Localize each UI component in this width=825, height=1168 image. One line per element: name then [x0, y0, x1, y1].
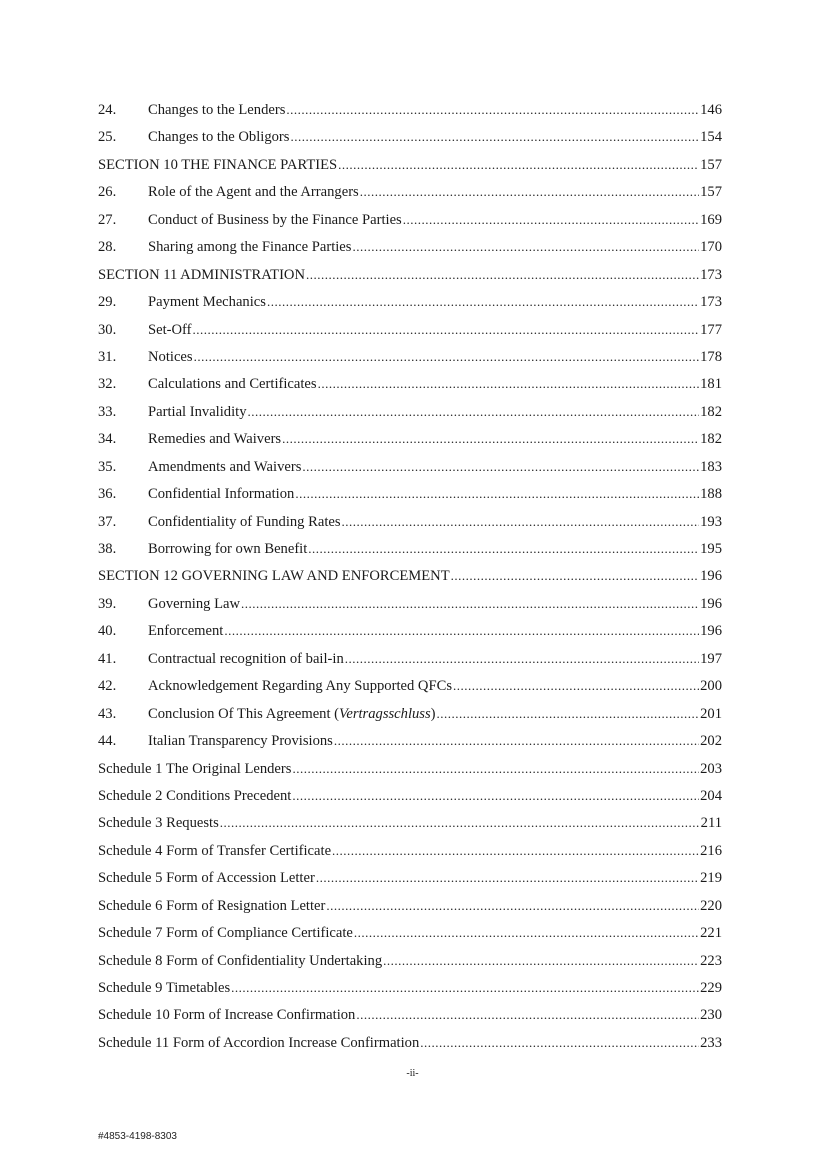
- toc-entry-page: 173: [700, 294, 722, 311]
- toc-entry-page: 182: [700, 431, 722, 448]
- toc-entry[interactable]: [98, 782, 722, 809]
- toc-entry[interactable]: [98, 727, 722, 754]
- toc-entry-title-part: ): [430, 705, 436, 722]
- toc-entry-number: 39.: [98, 595, 117, 612]
- toc-entry[interactable]: [98, 453, 722, 480]
- toc-entry-page: 182: [700, 403, 722, 420]
- table-of-contents: [98, 96, 722, 1056]
- toc-entry-title: Schedule 8 Form of Confidentiality Undertaking: [98, 952, 383, 969]
- toc-leader-dots: [282, 425, 699, 453]
- toc-entry-number: 36.: [98, 486, 117, 503]
- toc-entry-page: 202: [700, 733, 722, 750]
- toc-entry[interactable]: [98, 233, 722, 260]
- document-reference: #4853-4198-8303: [98, 1131, 177, 1142]
- toc-leader-dots: [306, 261, 699, 289]
- toc-entry-title: Acknowledgement Regarding Any Supported QFCs: [148, 678, 453, 695]
- toc-entry-page: 196: [700, 568, 722, 585]
- toc-leader-dots: [453, 672, 699, 700]
- toc-entry-page: 183: [700, 458, 722, 475]
- toc-leader-dots: [383, 947, 699, 975]
- toc-entry-title: Contractual recognition of bail-in: [148, 650, 344, 667]
- toc-entry-number: 37.: [98, 513, 117, 530]
- toc-entry-number: 43.: [98, 705, 117, 722]
- toc-entry[interactable]: [98, 864, 722, 891]
- toc-entry-page: 230: [700, 1007, 722, 1024]
- toc-entry-title: Schedule 7 Form of Compliance Certificate: [98, 925, 353, 942]
- toc-leader-dots: [352, 233, 699, 261]
- toc-entry-number: 29.: [98, 294, 117, 311]
- toc-entry-number: 40.: [98, 623, 117, 640]
- toc-entry-number: 25.: [98, 129, 117, 146]
- toc-leader-dots: [194, 343, 700, 371]
- toc-entry-number: 42.: [98, 678, 117, 695]
- toc-leader-dots: [220, 809, 700, 837]
- toc-entry-number: 38.: [98, 541, 117, 557]
- toc-entry-number: 24.: [98, 102, 117, 118]
- toc-leader-dots: [241, 590, 699, 618]
- toc-entry[interactable]: [98, 178, 722, 205]
- toc-entry-page: 219: [700, 870, 722, 887]
- toc-entry-number: 30.: [98, 321, 117, 338]
- toc-entry[interactable]: [98, 508, 722, 535]
- toc-entry-page: 170: [700, 239, 722, 256]
- toc-entry-page: 221: [700, 925, 722, 942]
- toc-leader-dots: [354, 919, 699, 947]
- toc-entry-title: Schedule 2 Conditions Precedent: [98, 787, 292, 804]
- toc-entry-title: Payment Mechanics: [148, 294, 266, 311]
- toc-entry[interactable]: [98, 316, 722, 343]
- toc-entry-number: 41.: [98, 650, 117, 667]
- toc-leader-dots: [332, 837, 699, 865]
- toc-leader-dots: [356, 1001, 699, 1029]
- toc-leader-dots: [302, 453, 699, 481]
- toc-entry-title: SECTION 10 THE FINANCE PARTIES: [98, 156, 338, 173]
- toc-entry-page: 233: [700, 1034, 722, 1051]
- toc-entry[interactable]: [98, 1001, 722, 1028]
- toc-entry-page: 200: [700, 678, 722, 695]
- toc-entry-title: Schedule 6 Form of Resignation Letter: [98, 897, 326, 914]
- toc-entry-title: Schedule 5 Form of Accession Letter: [98, 870, 315, 887]
- toc-entry-title: Changes to the Lenders: [148, 102, 286, 118]
- toc-entry-number: 26.: [98, 184, 117, 201]
- toc-entry-title: Remedies and Waivers: [148, 431, 282, 448]
- toc-entry[interactable]: [98, 809, 722, 836]
- toc-entry-page: 229: [700, 980, 722, 996]
- toc-entry[interactable]: [98, 974, 722, 1001]
- toc-leader-dots: [292, 782, 699, 810]
- toc-entry[interactable]: [98, 398, 722, 425]
- toc-entry-page: 204: [700, 787, 722, 804]
- toc-entry-page: 201: [700, 705, 722, 722]
- toc-entry[interactable]: [98, 837, 722, 864]
- toc-leader-dots: [338, 151, 699, 179]
- toc-entry-title: Partial Invalidity: [148, 403, 247, 420]
- toc-entry-number: 44.: [98, 733, 117, 750]
- toc-entry-title-part: Conclusion Of This Agreement (: [148, 705, 340, 722]
- toc-entry-title: SECTION 12 GOVERNING LAW AND ENFORCEMENT: [98, 568, 450, 585]
- toc-entry-number: 27.: [98, 211, 117, 228]
- toc-entry-page: 188: [700, 486, 722, 503]
- toc-entry-page: 178: [700, 348, 722, 365]
- toc-entry-title-italic: Vertragsschluss: [339, 705, 431, 722]
- toc-entry[interactable]: [98, 590, 722, 617]
- toc-leader-dots: [295, 480, 699, 508]
- toc-entry[interactable]: [98, 919, 722, 946]
- toc-entry-title: Changes to the Obligors: [148, 129, 290, 146]
- toc-entry[interactable]: [98, 672, 722, 699]
- toc-leader-dots: [437, 700, 700, 728]
- toc-entry[interactable]: [98, 151, 722, 178]
- toc-entry[interactable]: [98, 562, 722, 589]
- toc-leader-dots: [451, 562, 699, 590]
- toc-leader-dots: [267, 288, 699, 316]
- toc-entry[interactable]: [98, 892, 722, 919]
- toc-leader-dots: [345, 645, 699, 673]
- toc-entry-number: 32.: [98, 376, 117, 393]
- toc-entry[interactable]: [98, 617, 722, 644]
- toc-entry[interactable]: [98, 288, 722, 315]
- toc-entry-title: Schedule 9 Timetables: [98, 980, 231, 996]
- toc-entry-title: Notices: [148, 348, 193, 365]
- toc-entry-title: Sharing among the Finance Parties: [148, 239, 352, 256]
- toc-leader-dots: [360, 178, 699, 206]
- toc-entry-title: Conduct of Business by the Finance Parties: [148, 211, 402, 228]
- toc-entry-title: Amendments and Waivers: [148, 458, 302, 475]
- toc-entry-page: 193: [700, 513, 722, 530]
- toc-entry[interactable]: [98, 480, 722, 507]
- toc-leader-dots: [403, 206, 699, 234]
- toc-leader-dots: [420, 1029, 699, 1057]
- toc-entry-number: 35.: [98, 458, 117, 475]
- toc-entry-number: 28.: [98, 239, 117, 256]
- toc-entry-page: 220: [700, 897, 722, 914]
- toc-entry-number: 34.: [98, 431, 117, 448]
- page-number: -ii-: [406, 1068, 419, 1079]
- toc-entry[interactable]: [98, 645, 722, 672]
- toc-entry-title: Role of the Agent and the Arrangers: [148, 184, 359, 201]
- toc-entry-page: 216: [700, 842, 722, 859]
- toc-entry-page: 195: [700, 541, 722, 557]
- toc-entry-page: 196: [700, 595, 722, 612]
- toc-entry-page: 173: [700, 266, 722, 283]
- toc-entry-page: 154: [700, 129, 722, 146]
- toc-entry-title: Schedule 4 Form of Transfer Certificate: [98, 842, 332, 859]
- toc-entry[interactable]: [98, 755, 722, 782]
- toc-leader-dots: [224, 617, 699, 645]
- toc-entry-page: 203: [700, 760, 722, 777]
- toc-entry-title: Confidentiality of Funding Rates: [148, 513, 341, 530]
- toc-entry-page: 181: [700, 376, 722, 393]
- toc-leader-dots: [318, 370, 700, 398]
- toc-entry-page: 211: [700, 815, 722, 832]
- toc-entry-title: Set-Off: [148, 321, 192, 338]
- toc-entry-number: 33.: [98, 403, 117, 420]
- toc-entry-title: Borrowing for own Benefit: [148, 541, 308, 557]
- toc-leader-dots: [292, 755, 699, 783]
- toc-entry[interactable]: [98, 96, 722, 123]
- toc-entry-title: Governing Law: [148, 595, 240, 612]
- toc-entry-title: Calculations and Certificates: [148, 376, 317, 393]
- toc-entry-title: Confidential Information: [148, 486, 295, 503]
- toc-entry-title: Schedule 3 Requests: [98, 815, 219, 832]
- toc-entry[interactable]: [98, 700, 722, 727]
- toc-leader-dots: [342, 508, 700, 536]
- toc-leader-dots: [231, 974, 699, 1002]
- toc-entry-title: Schedule 11 Form of Accordion Increase Confirmation: [98, 1034, 420, 1051]
- toc-leader-dots: [286, 96, 699, 124]
- toc-leader-dots: [248, 398, 700, 426]
- toc-entry[interactable]: [98, 425, 722, 452]
- toc-entry[interactable]: [98, 261, 722, 288]
- toc-entry-page: 197: [700, 650, 722, 667]
- toc-entry-page: 177: [700, 321, 722, 338]
- toc-entry[interactable]: [98, 123, 722, 150]
- toc-entry[interactable]: [98, 370, 722, 397]
- toc-entry-title: Italian Transparency Provisions: [148, 733, 333, 750]
- toc-entry-title: Enforcement: [148, 623, 224, 640]
- toc-entry-title: Schedule 1 The Original Lenders: [98, 760, 292, 777]
- toc-entry-page: 157: [700, 156, 722, 173]
- toc-entry-page: 157: [700, 184, 722, 201]
- toc-entry-page: 196: [700, 623, 722, 640]
- toc-leader-dots: [316, 864, 699, 892]
- toc-entry[interactable]: [98, 947, 722, 974]
- toc-leader-dots: [308, 535, 699, 563]
- toc-entry[interactable]: [98, 1029, 722, 1056]
- toc-entry-page: 146: [700, 102, 722, 118]
- toc-entry-title: [148, 701, 436, 728]
- toc-entry-number: 31.: [98, 348, 117, 365]
- toc-leader-dots: [326, 892, 699, 920]
- toc-entry[interactable]: [98, 343, 722, 370]
- toc-leader-dots: [290, 123, 699, 151]
- toc-leader-dots: [193, 316, 700, 344]
- toc-entry[interactable]: [98, 206, 722, 233]
- toc-entry-title: Schedule 10 Form of Increase Confirmation: [98, 1007, 356, 1024]
- toc-entry-title: SECTION 11 ADMINISTRATION: [98, 266, 306, 283]
- toc-entry-page: 169: [700, 211, 722, 228]
- toc-entry-page: 223: [700, 952, 722, 969]
- toc-entry[interactable]: [98, 535, 722, 562]
- toc-leader-dots: [334, 727, 699, 755]
